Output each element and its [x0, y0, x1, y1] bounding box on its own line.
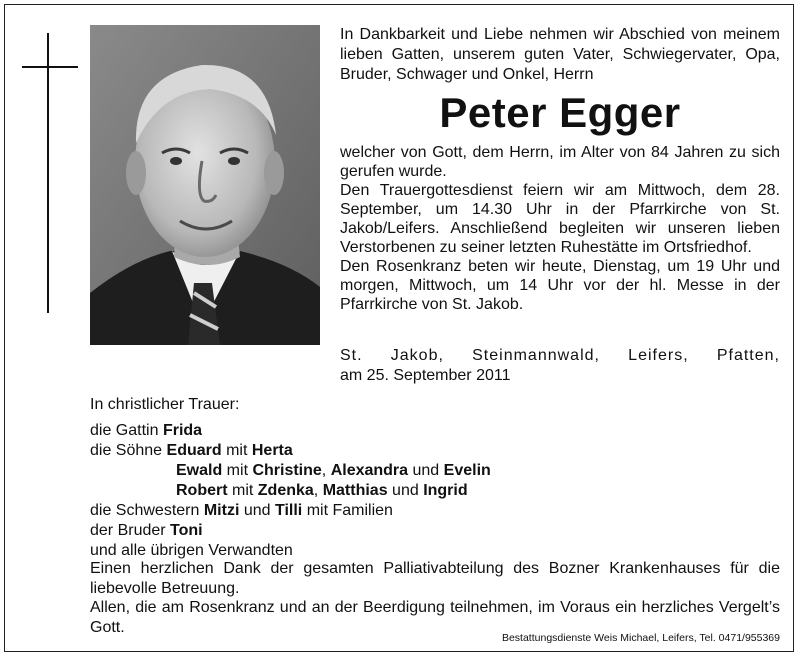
list-item: Robert mit Zdenka, Matthias und Ingrid — [176, 482, 468, 499]
intro-text: In Dankbarkeit und Liebe nehmen wir Abschied von meinem lieben Gatten, unserem guten Vater, Schwiegervater, Opa, Bruder, Schwager und Onkel, Herrn — [340, 26, 780, 83]
cross-icon-bar — [22, 66, 78, 68]
list-item: der Bruder Toni — [90, 522, 203, 539]
list-item: Ewald mit Christine, Alexandra und Evelin — [176, 462, 491, 479]
mourners-list — [90, 395, 780, 561]
date-line: am 25. September 2011 — [340, 367, 511, 384]
place-line: St. Jakob, Steinmannwald, Leifers, Pfatten, — [340, 347, 780, 364]
list-item: die Schwestern Mitzi und Tilli mit Familien — [90, 502, 393, 519]
thanks-paragraph: Allen, die am Rosenkranz und an der Beerdigung teilnehmen, im Voraus ein herzliches Vergelt’s Gott. — [90, 599, 780, 636]
list-item: die Söhne Eduard mit Herta — [90, 442, 293, 459]
thanks-paragraph: Einen herzlichen Dank der gesamten Palliativabteilung des Bozner Krankenhauses für die liebevolle Betreuung. — [90, 560, 780, 597]
cross-icon — [47, 33, 49, 313]
rosary-paragraph: Den Rosenkranz beten wir heute, Dienstag, um 19 Uhr und morgen, Mittwoch, um 14 Uhr vor der hl. Messe in der Pfarrkirche von St. Jakob. — [340, 258, 780, 313]
list-item: die Gattin Frida — [90, 422, 203, 439]
funeral-paragraph: Den Trauergottesdienst feiern wir am Mittwoch, dem 28. September, um 14.30 Uhr in der Pfarrkirche von St. Jakob/Leifers. Anschließend begleiten wir unseren lieben Verstorbenen zu seiner letzten Ruhestätte im Ortsfriedhof. — [340, 182, 780, 256]
funeral-home-footer: Bestattungsdienste Weis Michael, Leifers, Tel. 0471/955369 — [501, 632, 780, 644]
deceased-name: Peter Egger — [439, 89, 681, 136]
mourning-heading: In christlicher Trauer: — [90, 396, 240, 413]
list-item: und alle übrigen Verwandten — [90, 542, 293, 559]
age-paragraph: welcher von Gott, dem Herrn, im Alter von 84 Jahren zu sich gerufen wurde. — [340, 144, 780, 180]
service-details — [340, 143, 780, 314]
place-date — [340, 346, 780, 386]
thanks-text — [90, 559, 780, 637]
portrait-photo — [90, 25, 320, 345]
